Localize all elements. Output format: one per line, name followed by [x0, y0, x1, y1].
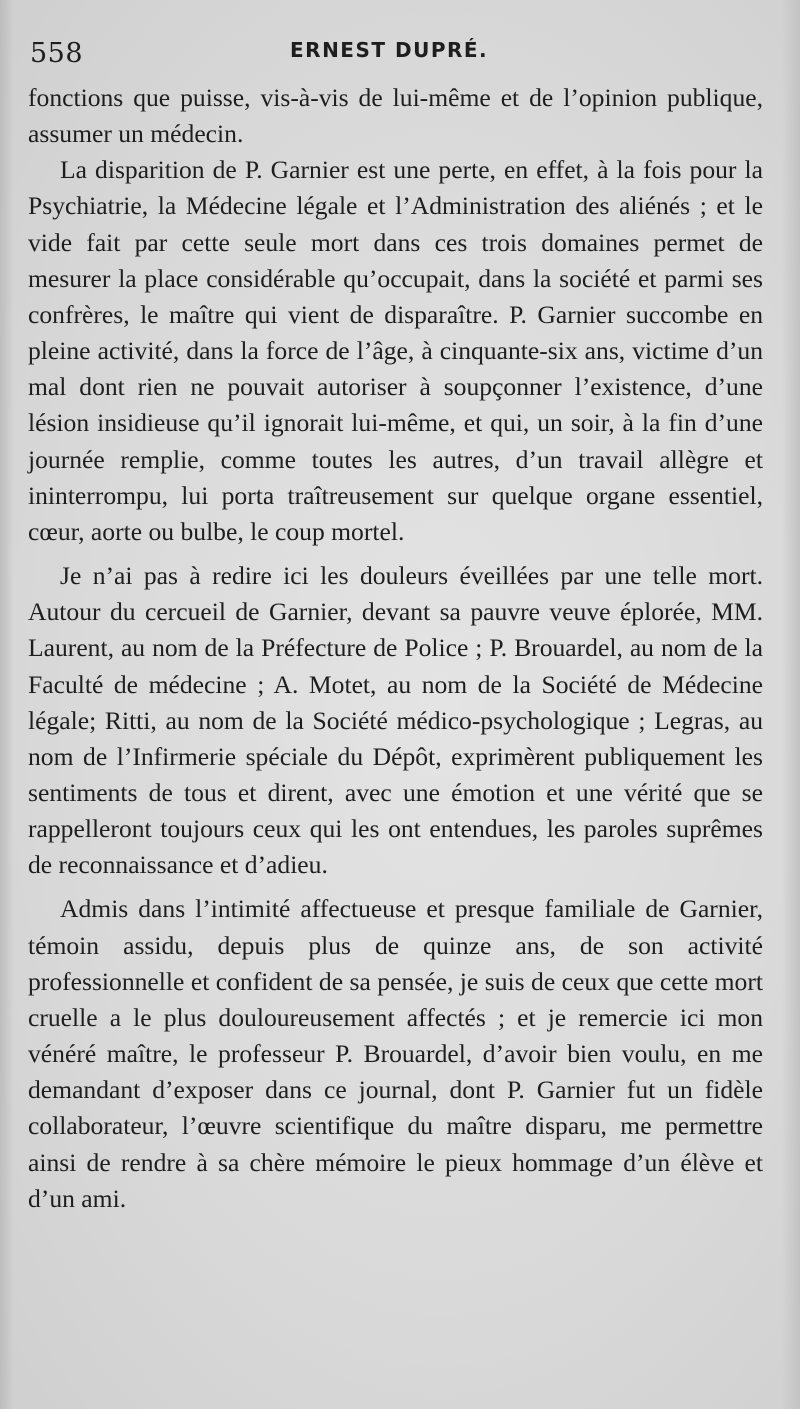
paragraph: La disparition de P. Garnier est une perte, en effet, à la fois pour la Psychiatrie, la Médecine légale et l’Administration des aliénés ; et le vide fait par cette seule mort dans ces trois domaines permet de mesurer la place considérable qu’occupait, dans la société et parmi ses confrères, le maître qui vient de disparaître. P. Garnier succombe en pleine activité, dans la force de l’âge, à cinquante-six ans, victime d’un mal dont rien ne pouvait autoriser à soupçonner l’existence, d’une lésion insidieuse qu’il ignorait lui-même, et qui, un soir, à la fin d’une journée remplie, comme toutes les autres, d’un travail allègre et ininterrompu, lui porta traîtreusement sur quelque organe essentiel, cœur, aorte ou bulbe, le coup mortel.	[28, 155, 763, 546]
paragraph: Admis dans l’intimité affectueuse et presque familiale de Garnier, témoin assidu, depuis plus de quinze ans, de son activité professionnelle et confident de sa pensée, je suis de ceux que cette mort cruelle a le plus douloureusement affectés ; et je remercie ici mon vénéré maître, le professeur P. Brouardel, d’avoir bien voulu, en me demandant d’exposer dans ce journal, dont P. Garnier fut un fidèle collaborateur, l’œuvre scientifique du maître disparu, me permettre ainsi de rendre à sa chère mémoire le pieux hommage d’un élève et d’un ami.	[28, 894, 763, 1213]
page-number: 558	[30, 38, 84, 69]
body-text	[28, 80, 763, 1217]
paragraph: Je n’ai pas à redire ici les douleurs éveillées par une telle mort. Autour du cercueil de Garnier, devant sa pauvre veuve éplorée, MM. Laurent, au nom de la Préfecture de Police ; P. Brouardel, au nom de la Faculté de médecine ; A. Motet, au nom de la Société de Médecine légale; Ritti, au nom de la Société médico-psychologique ; Legras, au nom de l’Infirmerie spéciale du Dépôt, exprimèrent publiquement les sentiments de tous et dirent, avec une émotion et une vérité que se rappelleront toujours ceux qui les ont entendues, les paroles suprêmes de reconnaissance et d’adieu.	[28, 561, 763, 880]
running-head-title: ERNEST DUPRÉ.	[290, 38, 489, 62]
paragraph-continuation: fonctions que puisse, vis-à-vis de lui-même et de l’opinion publique, assumer un médecin.	[28, 83, 763, 149]
running-head	[28, 34, 778, 74]
page-edge-shadow-right	[782, 0, 800, 1409]
page-edge-shadow-left	[0, 0, 14, 1409]
